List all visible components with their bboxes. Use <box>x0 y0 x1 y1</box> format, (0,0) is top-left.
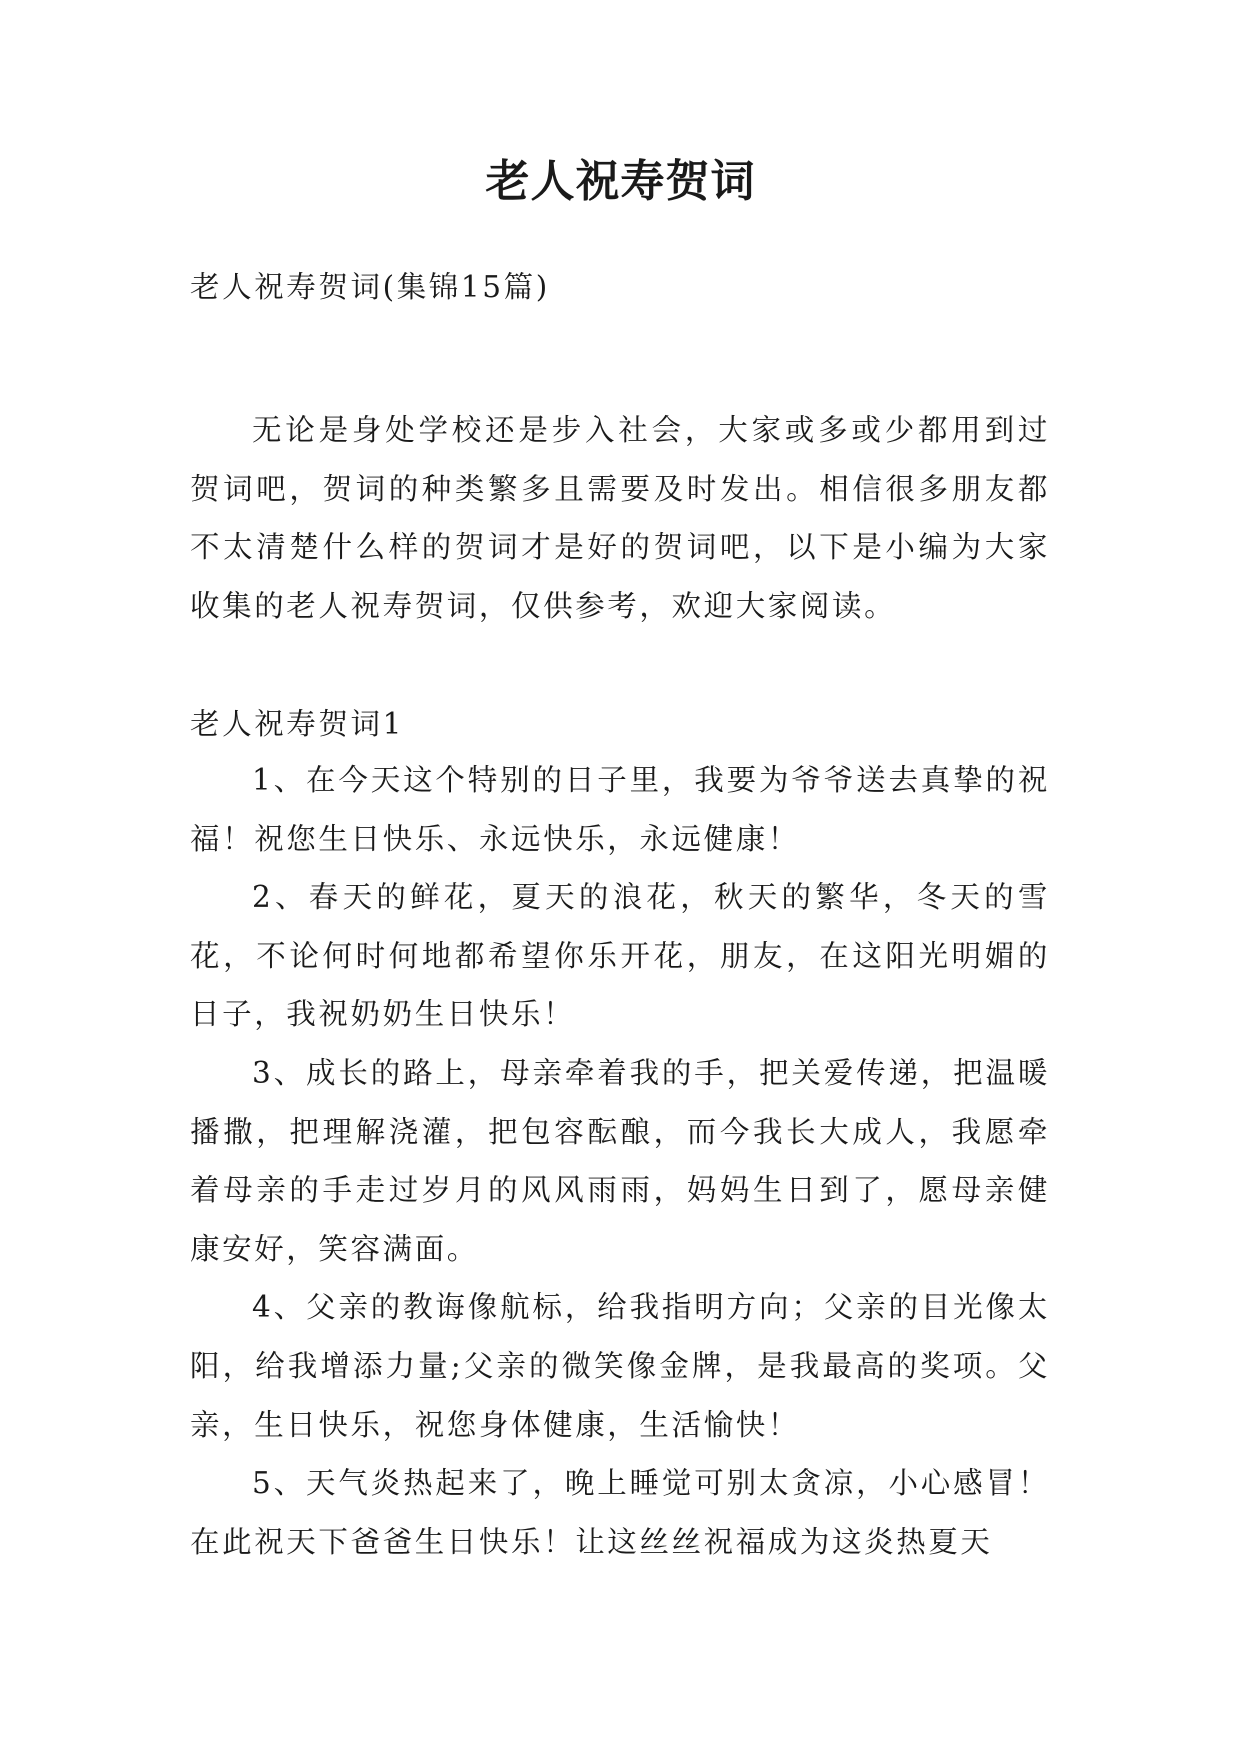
greeting-item: 5、天气炎热起来了，晚上睡觉可别太贪凉，小心感冒！在此祝天下爸爸生日快乐！让这丝丝祝福成为这炎热夏天 <box>190 1466 1050 1559</box>
document-title: 老人祝寿贺词 <box>485 156 756 207</box>
intro-paragraph: 无论是身处学校还是步入社会，大家或多或少都用到过贺词吧，贺词的种类繁多且需要及时发出。相信很多朋友都不太清楚什么样的贺词才是好的贺词吧，以下是小编为大家收集的老人祝寿贺词，仅供参考，欢迎大家阅读。 <box>190 413 1050 623</box>
greeting-item: 4、父亲的教诲像航标，给我指明方向；父亲的目光像太阳，给我增添力量;父亲的微笑像金牌，是我最高的奖项。父亲，生日快乐，祝您身体健康，生活愉快！ <box>190 1290 1050 1442</box>
greeting-list <box>190 751 1050 1571</box>
section-heading: 老人祝寿贺词1 <box>190 707 404 741</box>
greeting-item: 1、在今天这个特别的日子里，我要为爷爷送去真挚的祝福！祝您生日快乐、永远快乐，永远健康！ <box>190 763 1050 856</box>
greeting-item: 3、成长的路上，母亲牵着我的手，把关爱传递，把温暖播撒，把理解浇灌，把包容酝酿，而今我长大成人，我愿牵着母亲的手走过岁月的风风雨雨，妈妈生日到了，愿母亲健康安好，笑容满面。 <box>190 1055 1050 1266</box>
greeting-item: 2、春天的鲜花，夏天的浪花，秋天的繁华，冬天的雪花，不论何时何地都希望你乐开花，朋友，在这阳光明媚的日子，我祝奶奶生日快乐！ <box>190 880 1050 1032</box>
document-subtitle: 老人祝寿贺词(集锦15篇) <box>190 270 550 304</box>
